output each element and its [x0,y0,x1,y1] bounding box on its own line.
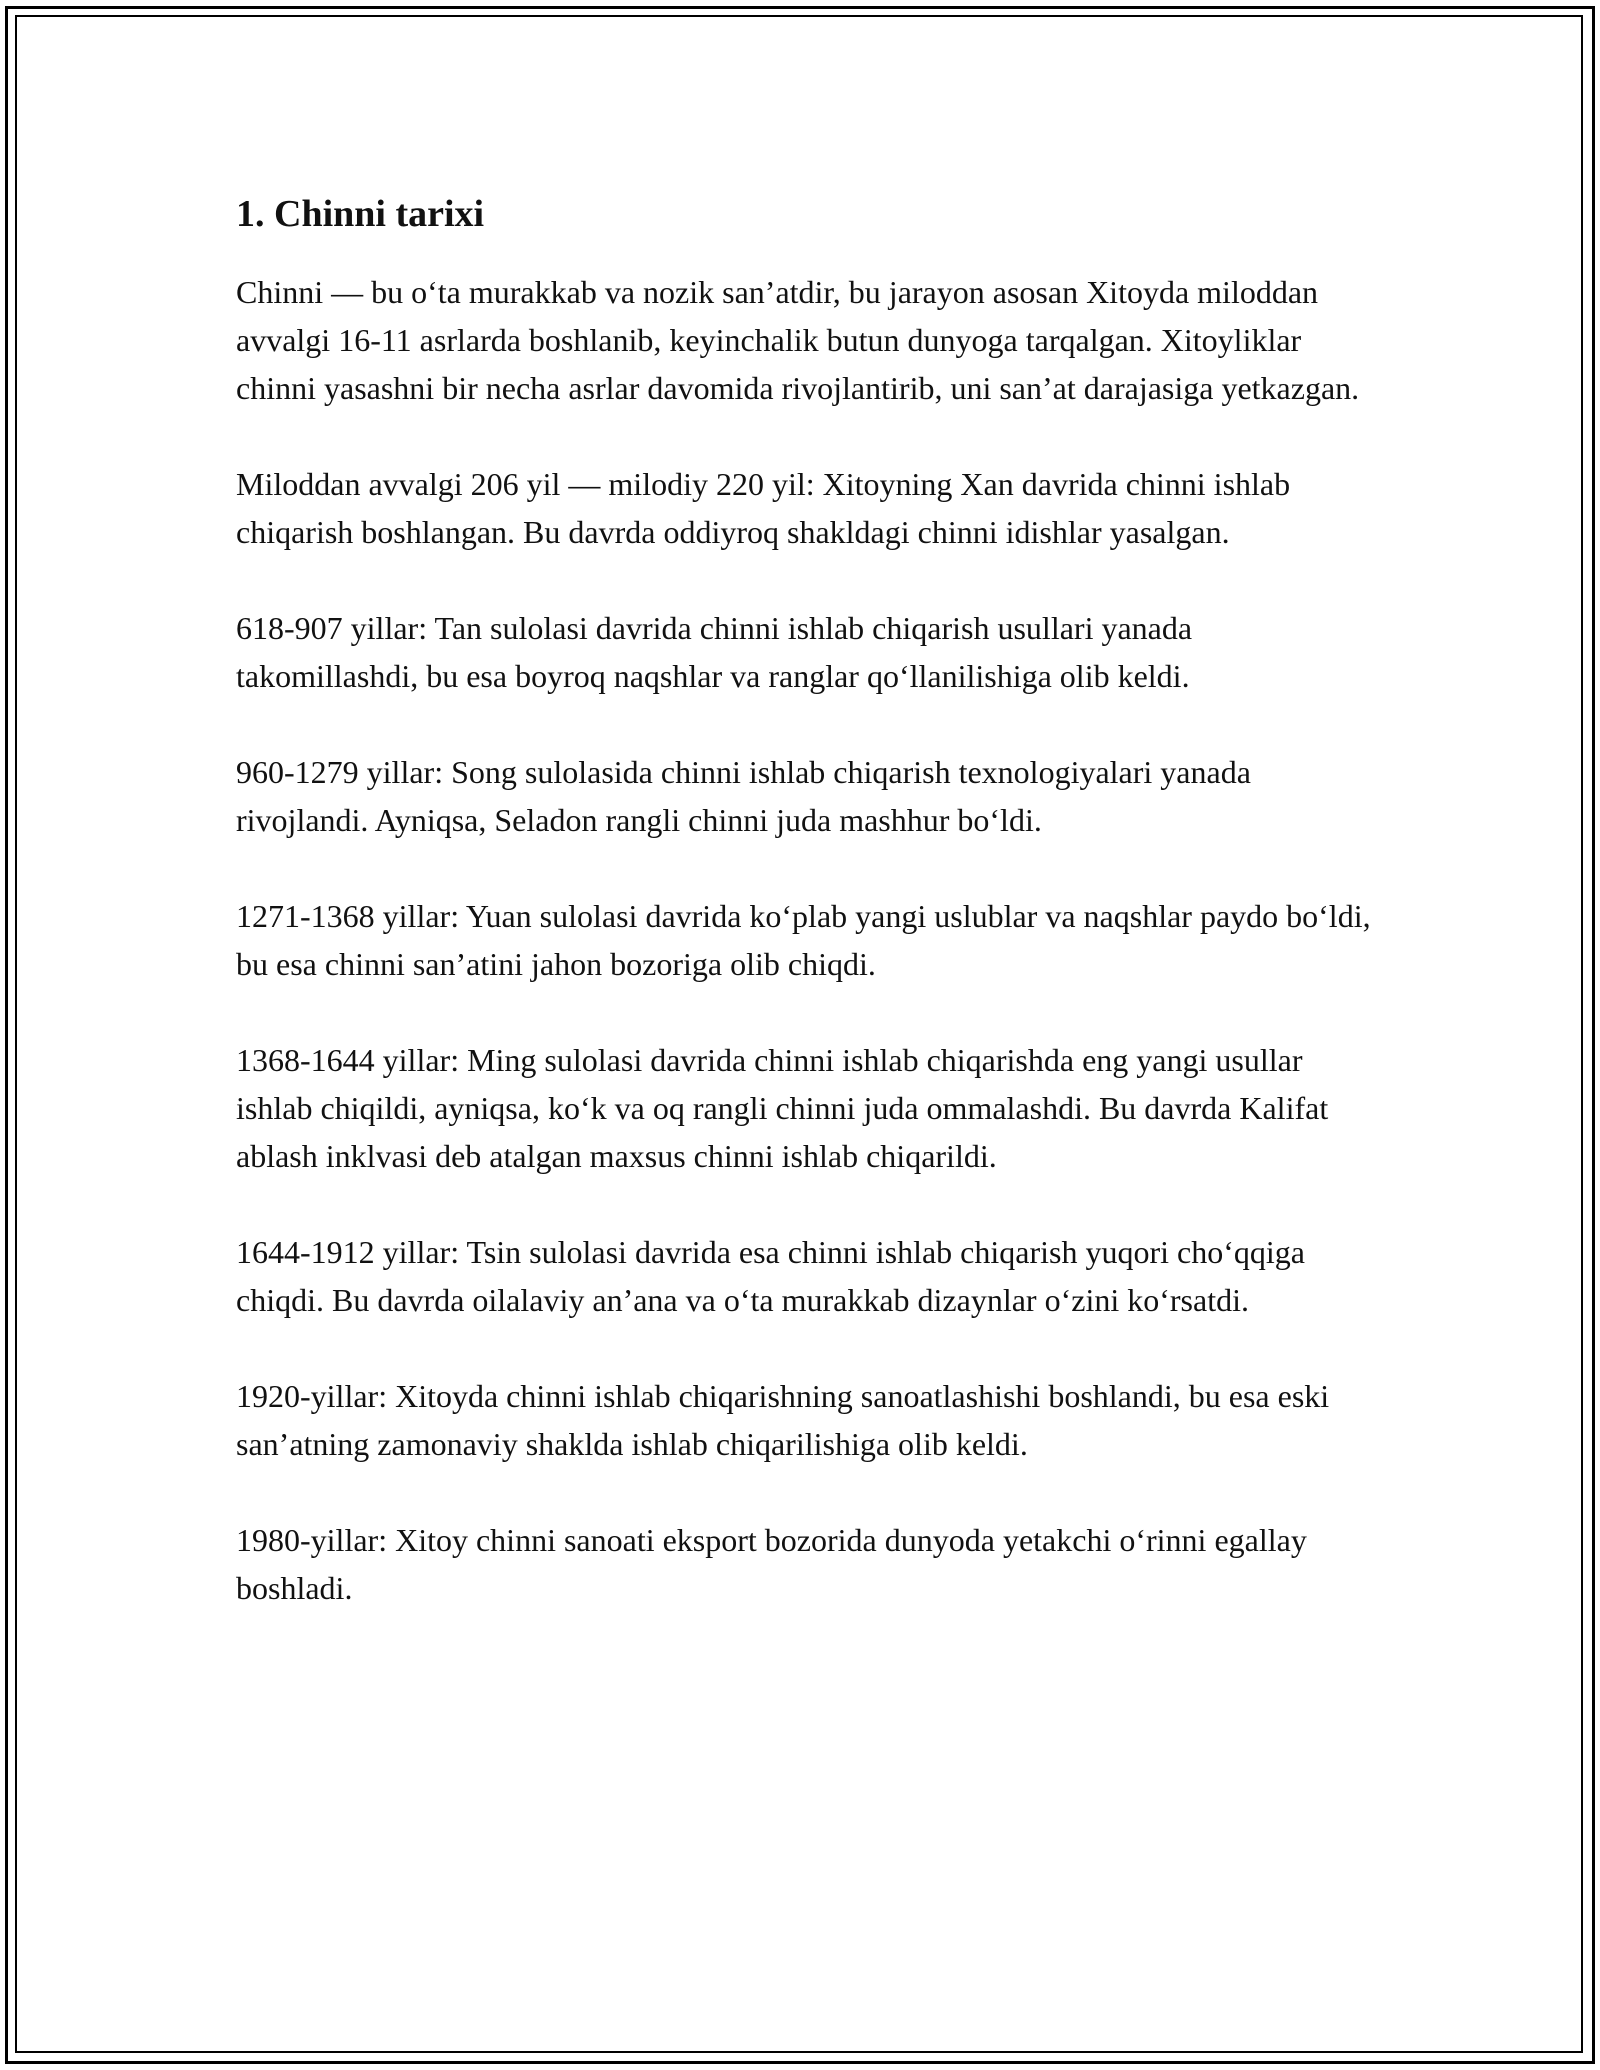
paragraph-1920s: 1920-yillar: Xitoyda chinni ishlab chiqarishning sanoatlashishi boshlandi, bu esa eski san’atning zamonaviy shaklda ishlab chiqarilishiga olib keldi. [236,1378,1330,1462]
paragraph-tang-dynasty: 618-907 yillar: Tan sulolasi davrida chinni ishlab chiqarish usullari yanada takomillashdi, bu esa boyroq naqshlar va ranglar qo‘llanilishiga olib keldi. [236,610,1193,694]
paragraph-intro: Chinni — bu o‘ta murakkab va nozik san’atdir, bu jarayon asosan Xitoyda miloddan avvalgi 16-11 asrlarda boshlanib, keyinchalik butun dunyoga tarqalgan. Xitoyliklar chinni yasashni bir necha asrlar davomida rivojlantirib, uni san’at darajasiga yetkazgan. [236,274,1360,406]
section-heading: 1. Chinni tarixi [236,193,485,235]
paragraph-yuan-dynasty: 1271-1368 yillar: Yuan sulolasi davrida ko‘plab yangi uslublar va naqshlar paydo bo‘ldi, bu esa chinni san’atini jahon bozoriga olib chiqdi. [236,898,1371,982]
paragraph-song-dynasty: 960-1279 yillar: Song sulolasida chinni ishlab chiqarish texnologiyalari yanada rivojlandi. Ayniqsa, Seladon rangli chinni juda mashhur bo‘ldi. [236,754,1251,838]
paragraph-ming-dynasty: 1368-1644 yillar: Ming sulolasi davrida chinni ishlab chiqarishda eng yangi usullar ishlab chiqildi, ayniqsa, ko‘k va oq rangli chinni juda ommalashdi. Bu davrda Kalifat ablash inklvasi deb atalgan maxsus chinni ishlab chiqarildi. [236,1042,1329,1174]
paragraph-1980s: 1980-yillar: Xitoy chinni sanoati eksport bozorida dunyoda yetakchi o‘rinni egallay boshladi. [236,1522,1307,1606]
document-body [236,186,1376,1660]
paragraph-han-dynasty: Miloddan avvalgi 206 yil — milodiy 220 yil: Xitoyning Xan davrida chinni ishlab chiqarish boshlangan. Bu davrda oddiyroq shakldagi chinni idishlar yasalgan. [236,466,1291,550]
paragraph-qing-dynasty: 1644-1912 yillar: Tsin sulolasi davrida esa chinni ishlab chiqarish yuqori cho‘qqiga chiqdi. Bu davrda oilalaviy an’ana va o‘ta murakkab dizaynlar o‘zini ko‘rsatdi. [236,1234,1305,1318]
